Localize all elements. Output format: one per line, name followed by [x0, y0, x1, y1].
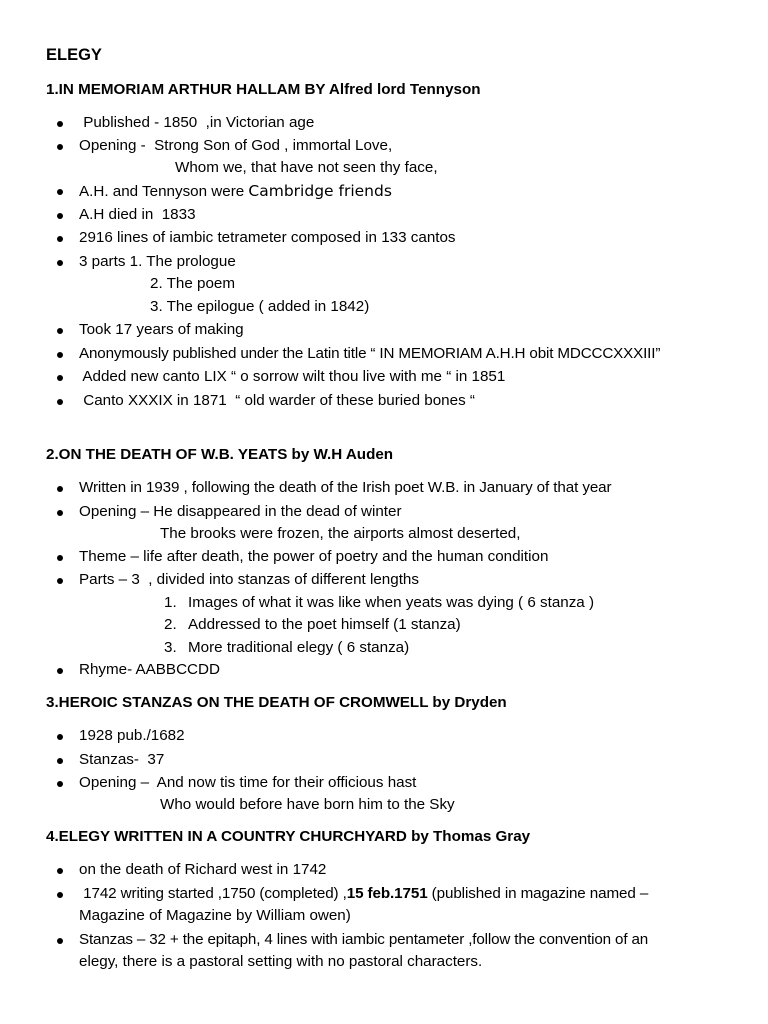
s1-bullet-published: Published - 1850 ,in Victorian age: [79, 114, 315, 131]
bullet-dot: [57, 260, 63, 266]
s1-bullet-years: Took 17 years of making: [79, 321, 244, 338]
s2-bullet-parts: Parts – 3 , divided into stanzas of different lengths: [79, 571, 419, 588]
bullet-dot: [57, 189, 63, 195]
s1-bullet-parts: 3 parts 1. The prologue: [79, 253, 236, 270]
bullet-dot: [57, 938, 63, 944]
section-2-heading: 2.ON THE DEATH OF W.B. YEATS by W.H Auden: [46, 446, 394, 463]
s1-bullet-canto-lix: Added new canto LIX “ o sorrow wilt thou live with me “ in 1851: [79, 368, 506, 385]
s1-bullet-died: A.H died in 1833: [79, 206, 196, 223]
s1-part-3: 3. The epilogue ( added in 1842): [150, 298, 370, 315]
bullet-dot: [57, 758, 63, 764]
bullet-dot: [57, 868, 63, 874]
bullet-dot: [57, 892, 63, 898]
s2-part-1-text: Images of what it was like when yeats was dying ( 6 stanza ): [188, 594, 595, 611]
bullet-dot: [57, 399, 63, 405]
s2-opening-continuation: The brooks were frozen, the airports almost deserted,: [160, 525, 521, 542]
s1-part-2: 2. The poem: [150, 275, 235, 292]
s2-bullet-written: Written in 1939 , following the death of the Irish poet W.B. in January of that year: [79, 479, 612, 496]
s2-bullet-rhyme: Rhyme- AABBCCDD: [79, 661, 220, 678]
bullet-dot: [57, 121, 63, 127]
s4-writing-text: 1742 writing started ,1750 (completed) ,: [79, 885, 347, 902]
s2-part-2-num: 2.: [164, 616, 177, 633]
bullet-dot: [57, 213, 63, 219]
bullet-dot: [57, 236, 63, 242]
s2-bullet-opening: Opening – He disappeared in the dead of winter: [79, 503, 402, 520]
bullet-dot: [57, 510, 63, 516]
s3-bullet-opening: Opening – And now tis time for their officious hast: [79, 774, 417, 791]
section-1-heading: 1.IN MEMORIAM ARTHUR HALLAM BY Alfred lord Tennyson: [46, 81, 481, 98]
bullet-dot: [57, 668, 63, 674]
bullet-dot: [57, 144, 63, 150]
s4-bullet-stanzas: Stanzas – 32 + the epitaph, 4 lines with iambic pentameter ,follow the convention of an: [79, 931, 649, 948]
s3-bullet-stanzas: Stanzas- 37: [79, 751, 165, 768]
s2-part-2-text: Addressed to the poet himself (1 stanza): [188, 616, 461, 633]
s3-opening-continuation: Who would before have born him to the Sky: [160, 796, 455, 813]
s1-bullet-anonymous: Anonymously published under the Latin title “ IN MEMORIAM A.H.H obit MDCCCXXXIII”: [79, 345, 661, 362]
bullet-dot: [57, 328, 63, 334]
bullet-dot: [57, 781, 63, 787]
bullet-dot: [57, 486, 63, 492]
s1-bullet-lines: 2916 lines of iambic tetrameter composed in 133 cantos: [79, 229, 456, 246]
bullet-dot: [57, 578, 63, 584]
s4-writing-date: 15 feb.1751: [346, 885, 428, 902]
s1-bullet-canto-xxxix: Canto XXXIX in 1871 “ old warder of these buried bones “: [79, 392, 475, 409]
s1-cambridge-text: A.H. and Tennyson were: [79, 183, 249, 200]
document-title: ELEGY: [46, 46, 102, 64]
s2-part-3-num: 3.: [164, 639, 177, 656]
s3-bullet-pub: 1928 pub./1682: [79, 727, 185, 744]
bullet-dot: [57, 555, 63, 561]
bullet-dot: [57, 375, 63, 381]
s2-part-3-text: More traditional elegy ( 6 stanza): [188, 639, 410, 656]
s1-cambridge-friends: Cambridge friends: [248, 182, 392, 200]
s1-bullet-opening: Opening - Strong Son of God , immortal Love,: [79, 137, 393, 154]
s2-bullet-theme: Theme – life after death, the power of poetry and the human condition: [79, 548, 549, 565]
bullet-dot: [57, 734, 63, 740]
s4-writing-published: (published in magazine named –: [427, 885, 649, 902]
s2-part-1-num: 1.: [164, 594, 177, 611]
bullet-dot: [57, 352, 63, 358]
s4-bullet-writing: [79, 884, 648, 904]
s1-bullet-cambridge: [79, 181, 392, 202]
s4-writing-continuation: Magazine of Magazine by William owen): [79, 907, 351, 924]
s4-bullet-death: on the death of Richard west in 1742: [79, 861, 327, 878]
section-4-heading: 4.ELEGY WRITTEN IN A COUNTRY CHURCHYARD by Thomas Gray: [46, 828, 531, 845]
s1-opening-continuation: Whom we, that have not seen thy face,: [175, 159, 438, 176]
section-3-heading: 3.HEROIC STANZAS ON THE DEATH OF CROMWELL by Dryden: [46, 694, 507, 711]
s4-stanzas-continuation: elegy, there is a pastoral setting with no pastoral characters.: [79, 953, 483, 970]
